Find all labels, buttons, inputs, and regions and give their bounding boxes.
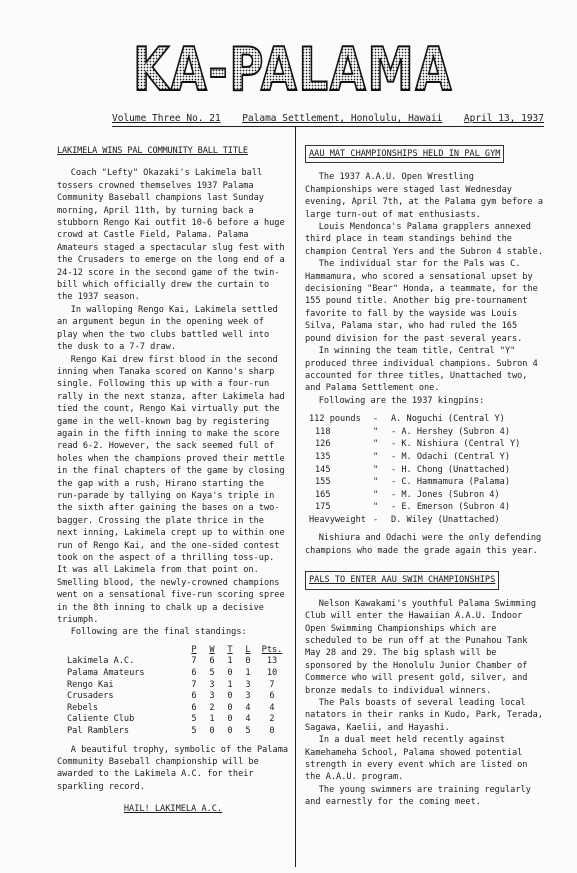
standings-table: [67, 645, 287, 738]
article-paragraph: Coach "Lefty" Okazaki's Lakimela ball tossers crowned themselves 1937 Palama Community Baseball champions last Sunday morning, April 11th, by turning back a stubborn Rengo Kai outfit 10-6 before a huge crowd at Castle Field, Palama. Palama Amateurs staged a spectacular slug fest with the Crusaders to emerge on the long end of a 24-12 score in the second game of the twin-bill which officially drew the curtain to the 1937 season.: [57, 168, 285, 303]
lost-count: 5: [245, 726, 251, 736]
list-item: [309, 464, 520, 477]
table-row: [67, 714, 287, 726]
ditto-mark: ": [373, 502, 379, 513]
weight-class: 175: [315, 502, 331, 513]
played-count: 6: [191, 691, 197, 702]
column-divider: [295, 127, 296, 867]
played-count: 7: [191, 656, 197, 667]
tied-count: 1: [227, 679, 233, 690]
won-count: 1: [209, 714, 215, 725]
article-paragraph: The young swimmers are training regularly and earnestly for the coming meet.: [305, 784, 531, 808]
played-count: 6: [191, 702, 197, 713]
list-item: [309, 426, 520, 439]
column-header: L: [245, 644, 251, 655]
table-row: [67, 680, 287, 692]
lost-count: 0: [245, 656, 251, 667]
list-item: [309, 514, 520, 527]
article-paragraph: Nelson Kawakami's youthful Palama Swimming Club will enter the Hawaiian A.A.U. Indoor Open Swimming Championships which are scheduled to be run off at the Punahou Tank May 28 and 29. The big splash will be sponsored by the Honolulu Junior Chamber of Commerce who will present gold, silver, and bronze medals to individual winners.: [305, 598, 537, 696]
team-name: Caliente Club: [67, 714, 135, 725]
tied-count: 0: [227, 691, 233, 702]
masthead-logo: [128, 12, 458, 112]
table-row: [67, 668, 287, 680]
won-count: 6: [209, 656, 215, 667]
article-paragraph: The 1937 A.A.U. Open Wrestling Championships were staged last Wednesday evening, April 7th, at the Palama gym before a large turn-out of mat enthusiasts.: [305, 172, 543, 220]
standings-header-row: [67, 645, 287, 657]
closing-paragraph: A beautiful trophy, symbolic of the Palama Community Baseball championship will be awarded to the Lakimela A.C. for their sparkling record.: [57, 744, 289, 792]
champion-name: - C. Hammamura (Palama): [391, 477, 510, 488]
baseball-headline: LAKIMELA WINS PAL COMMUNITY BALL TITLE: [57, 146, 248, 156]
tied-count: 0: [227, 726, 233, 736]
kingpins-list: [309, 413, 520, 526]
volume-number: Volume Three No. 21: [112, 113, 221, 124]
list-item: [309, 438, 520, 451]
won-count: 3: [209, 679, 215, 690]
lost-count: 1: [245, 668, 251, 679]
column-header: Pts.: [261, 644, 283, 655]
tied-count: 1: [227, 656, 233, 667]
list-item: [309, 489, 520, 502]
lost-count: 3: [245, 679, 251, 690]
team-name: Rengo Kai: [67, 679, 114, 690]
article-paragraph: The Pals boasts of several leading local natators in their ranks in Kudo, Park, Terada, Sagawa, Kaelii, and Hayashi.: [305, 697, 543, 733]
swim-headline: PALS TO ENTER AAU SWIM CHAMPIONSHIPS: [305, 571, 499, 589]
list-item: [309, 451, 520, 464]
played-count: 5: [191, 714, 197, 725]
table-row: [67, 726, 287, 738]
weight-class: 126: [315, 439, 331, 450]
won-count: 3: [209, 691, 215, 702]
article-paragraph: In winning the team title, Central "Y" produced three individual champions. Subron 4 accounted for three titles, Unattached two, and Palama Settlement one.: [305, 346, 538, 394]
lost-count: 4: [245, 714, 251, 725]
weight-class: 112 pounds: [309, 414, 361, 425]
ditto-mark: ": [373, 439, 379, 450]
points: 0: [269, 726, 275, 736]
left-column: [57, 145, 289, 816]
tied-count: 0: [227, 714, 233, 725]
weight-class: 155: [315, 477, 331, 488]
column-header: P: [191, 644, 197, 655]
publisher-location: Palama Settlement, Honolulu, Hawaii: [242, 113, 443, 124]
champion-name: - A. Hershey (Subron 4): [391, 426, 510, 437]
weight-class: 135: [315, 451, 331, 462]
points: 7: [269, 679, 275, 690]
article-paragraph: Rengo Kai drew first blood in the second inning when Tanaka scored on Kanno's sharp single. Following this up with a four-run rally in the next stanza, after Lakimela had tied the count, Rengo Kai virtually put the game in the well-known bag by registering again in the fifth inning to make the score read 6-2. However, the sack seemed full of holes when the champions proved their mettle in the final chapters of the game by closing the gap with a rush, Hirano starting the run-parade by tallying on Kaya's triple in the sixth after gaining the bases on a two-bagger. Crossing the plate thrice in the next inning, Lakimela crept up to within one run of Rengo Kai, and the one-sided contest took on the aspect of a thrilling toss-up. It was all Lakimela from that point on. Smelling blood, the newly-crowned champions went on a sensational five-run scoring spree in the 8th inning to chalk up a decisive triumph.: [57, 354, 285, 626]
info-line: [112, 113, 544, 124]
points: 2: [269, 714, 275, 725]
table-row: [67, 691, 287, 703]
won-count: 2: [209, 702, 215, 713]
list-item: [309, 501, 520, 514]
team-name: Lakimela A.C.: [67, 656, 135, 667]
masthead: [128, 12, 458, 112]
wrestling-headline: AAU MAT CHAMPIONSHIPS HELD IN PAL GYM: [305, 145, 504, 163]
article-paragraph: In a dual meet held recently against Kamehameha School, Palama showed potential strength in every event which are listed on the A.A.U. program.: [305, 735, 528, 783]
lost-count: 4: [245, 702, 251, 713]
masthead-title: KA-PALAMA: [133, 35, 453, 105]
weight-class: Heavyweight: [309, 514, 366, 525]
article-paragraph: In walloping Rengo Kai, Lakimela settled an argument begun in the opening week of play when the two clubs battled well into the dusk to a 7-7 draw.: [57, 304, 278, 353]
points: 4: [269, 702, 275, 713]
column-header: W: [209, 644, 215, 655]
article-paragraph: Following are the final standings:: [70, 627, 247, 638]
tied-count: 0: [227, 668, 233, 679]
list-item: [309, 476, 520, 489]
ditto-mark: -: [373, 414, 379, 425]
champion-name: - M. Jones (Subron 4): [391, 489, 500, 500]
ditto-mark: ": [373, 489, 379, 500]
played-count: 6: [191, 668, 197, 679]
weight-class: 145: [315, 464, 331, 475]
champion-name: - K. Nishiura (Central Y): [391, 439, 521, 450]
won-count: 5: [209, 668, 215, 679]
ditto-mark: ": [373, 477, 379, 488]
played-count: 7: [191, 679, 197, 690]
team-name: Pal Ramblers: [67, 726, 130, 736]
article-paragraph: Following are the 1937 kingpins:: [318, 395, 485, 406]
article-paragraph: The individual star for the Pals was C. Hammamura, who scored a sensational upset by decisioning "Bear" Honda, a teammate, for the 155 pound title. Another big pre-tournament favorite to fall by the wayside was Louis Silva, Palama star, who had ruled the 165 pound division for the past several years.: [305, 259, 538, 344]
table-row: [67, 703, 287, 715]
points: 13: [266, 656, 278, 667]
list-item: [309, 413, 520, 426]
ditto-mark: ": [373, 464, 379, 475]
sign-off: HAIL! LAKIMELA A.C.: [123, 804, 223, 815]
champion-name: D. Wiley (Unattached): [391, 514, 500, 525]
ditto-mark: ": [373, 426, 379, 437]
champion-name: A. Noguchi (Central Y): [391, 414, 505, 425]
won-count: 0: [209, 726, 215, 736]
weight-class: 118: [315, 426, 331, 437]
played-count: 5: [191, 726, 197, 736]
points: 6: [269, 691, 275, 702]
article-paragraph: Louis Mendonca's Palama grapplers annexed third place in team standings behind the champion Central Yers and the Subron 4 stable.: [305, 222, 543, 257]
team-name: Rebels: [67, 702, 99, 713]
champion-name: - E. Emerson (Subron 4): [391, 502, 510, 513]
points: 10: [266, 668, 278, 679]
right-column: [305, 145, 545, 809]
ditto-mark: ": [373, 451, 379, 462]
header-rule: [112, 126, 544, 127]
team-name: Crusaders: [67, 691, 114, 702]
issue-date: April 13, 1937: [463, 113, 544, 124]
team-name: Palama Amateurs: [67, 668, 145, 679]
champion-name: - M. Odachi (Central Y): [391, 451, 510, 462]
champion-name: - H. Chong (Unattached): [391, 464, 510, 475]
ditto-mark: -: [373, 514, 379, 525]
table-row: [67, 656, 287, 668]
article-paragraph: Nishiura and Odachi were the only defending champions who made the grade again this year.: [305, 533, 542, 556]
weight-class: 165: [315, 489, 331, 500]
tied-count: 0: [227, 702, 233, 713]
lost-count: 3: [245, 691, 251, 702]
column-header: T: [227, 644, 233, 655]
